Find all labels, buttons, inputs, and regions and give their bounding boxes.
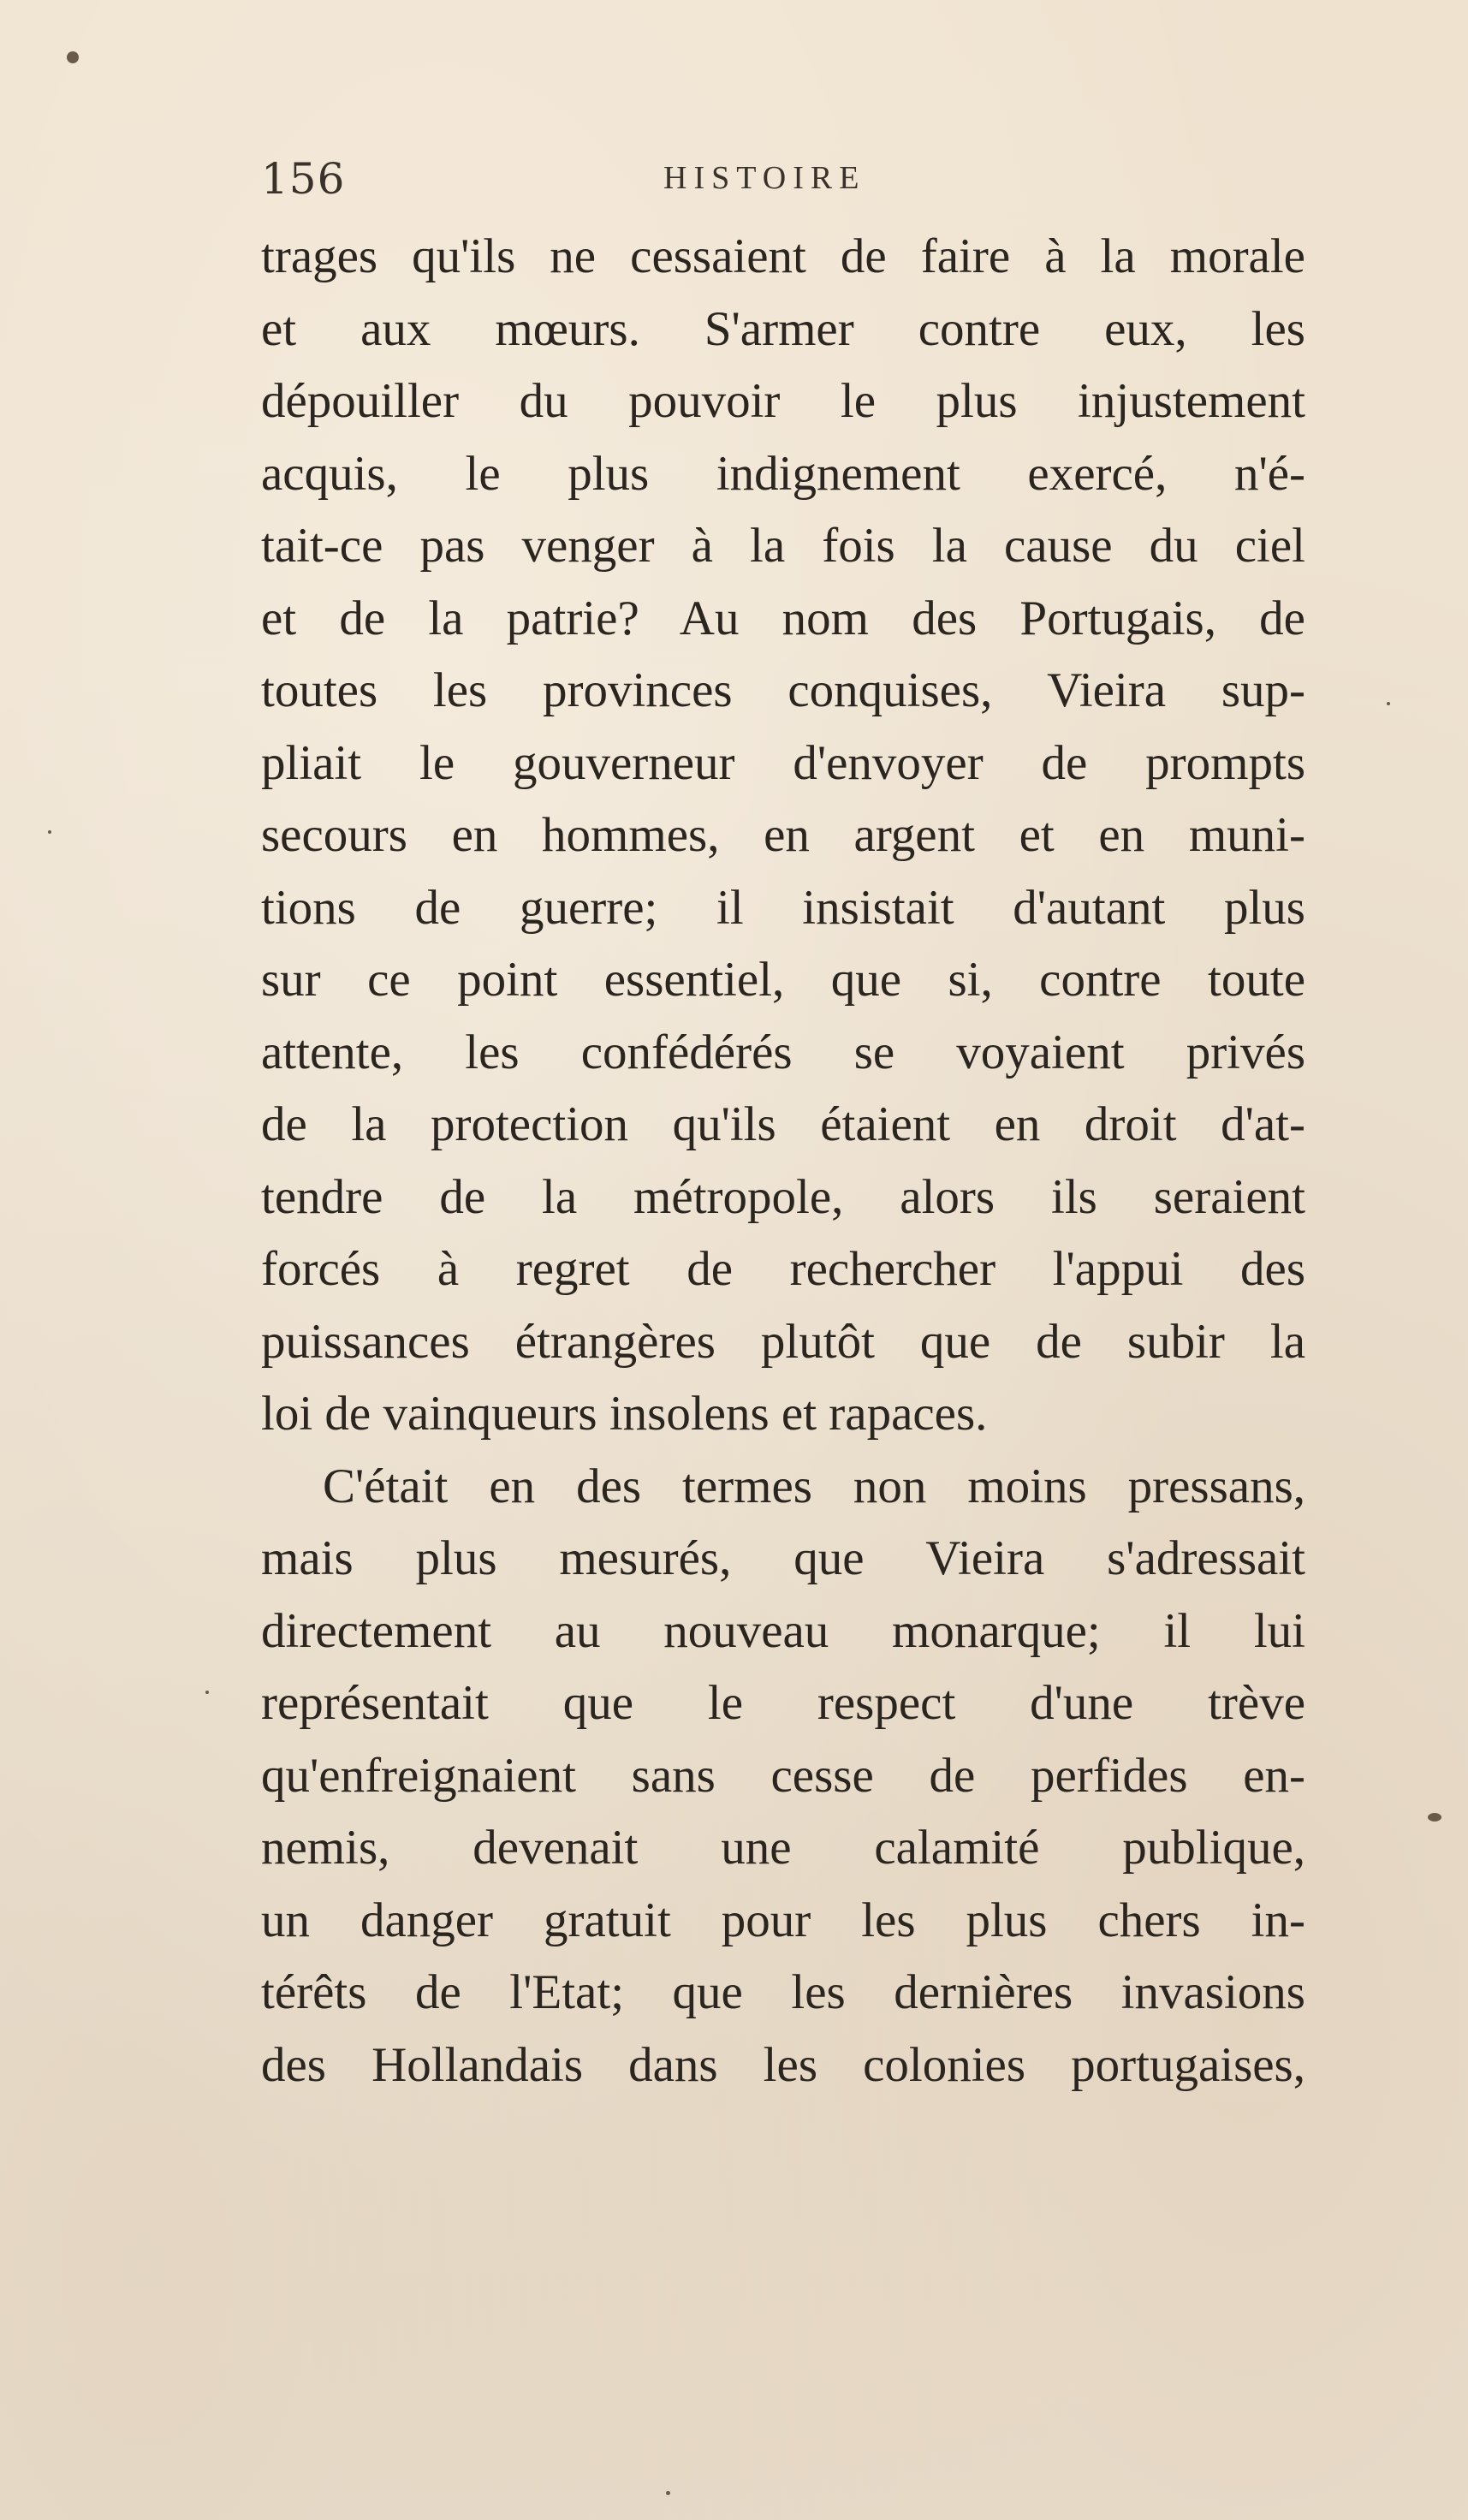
text-line: et aux mœurs. S'armer contre eux, les [261,301,1305,356]
text-line: tendre de la métropole, alors ils seraient [261,1169,1305,1224]
text-line: et de la patrie? Au nom des Portugais, de [261,591,1305,645]
page-number: 156 [261,154,346,204]
text-line: pliait le gouverneur d'envoyer de prompts [261,735,1305,790]
text-line: puissances étrangères plutôt que de subir la [261,1314,1305,1369]
text-line: directement au nouveau monarque; il lui [261,1603,1305,1658]
paper-speck [67,51,79,63]
text-line: trages qu'ils ne cessaient de faire à la morale [261,229,1305,283]
paper-speck [666,2491,670,2495]
paragraph-1 [261,221,1305,1451]
text-line: forcés à regret de rechercher l'appui des [261,1242,1305,1296]
running-head: HISTOIRE [663,160,866,196]
paper-speck [1387,702,1390,705]
text-line: loi de vainqueurs insolens et rapaces. [261,1387,988,1441]
text-line: qu'enfreignaient sans cesse de perfides en- [261,1748,1305,1803]
text-line: térêts de l'Etat; que les dernières invasions [261,1965,1305,2019]
text-line: nemis, devenait une calamité publique, [261,1821,1305,1875]
text-line: C'était en des termes non moins pressans, [323,1459,1305,1513]
text-line: sur ce point essentiel, que si, contre toute [261,953,1305,1007]
text-line: tions de guerre; il insistait d'autant plus [261,880,1305,935]
text-line: dépouiller du pouvoir le plus injustement [261,374,1305,428]
paper-speck [1428,1813,1441,1822]
text-line: de la protection qu'ils étaient en droit d'at- [261,1097,1305,1151]
text-line: représentait que le respect d'une trève [261,1676,1305,1730]
text-line: tait-ce pas venger à la fois la cause du ciel [261,519,1305,573]
text-line: toutes les provinces conquises, Vieira sup- [261,663,1305,717]
text-line: attente, les confédérés se voyaient privés [261,1025,1305,1079]
text-line: secours en hommes, en argent et en muni- [261,808,1305,862]
text-line: un danger gratuit pour les plus chers in- [261,1893,1305,1947]
page-header [261,154,1305,214]
paper-speck [205,1691,209,1694]
paragraph-2 [261,1451,1305,2102]
text-line: des Hollandais dans les colonies portugaises, [261,2037,1305,2092]
text-line: mais plus mesurés, que Vieira s'adressait [261,1531,1305,1585]
paper-speck [48,830,51,834]
body-text [261,221,1305,2101]
text-line: acquis, le plus indignement exercé, n'é- [261,446,1305,501]
